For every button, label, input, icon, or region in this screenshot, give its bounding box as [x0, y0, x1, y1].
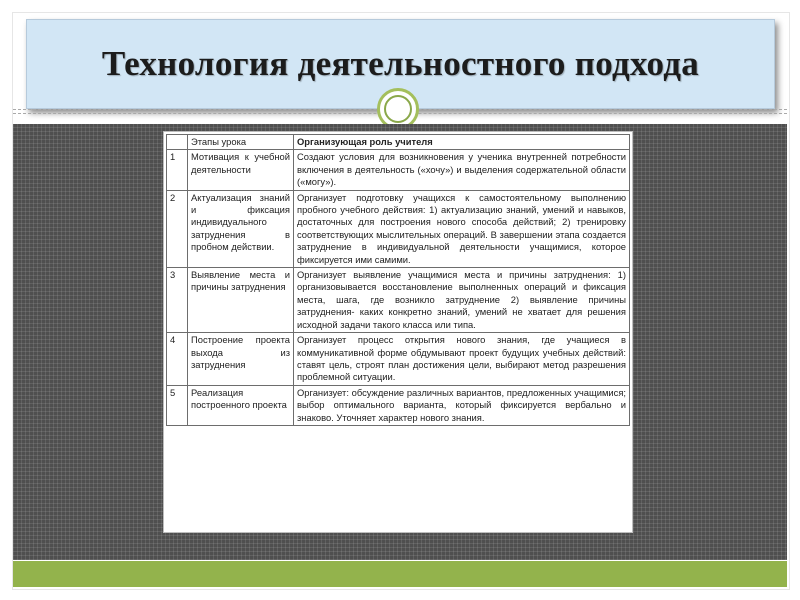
bottom-accent-bar [13, 561, 787, 587]
row-stage: Мотивация к учебной деятельности [188, 150, 294, 190]
table-row [167, 333, 630, 386]
row-number: 5 [167, 385, 188, 425]
lesson-stages-table-container [163, 131, 633, 533]
row-stage: Выявление места и причины затруднения [188, 268, 294, 333]
header-teacher-role: Организующая роль учителя [294, 135, 630, 150]
table-row [167, 268, 630, 333]
row-number: 3 [167, 268, 188, 333]
row-stage: Построение проекта выхода из затруднения [188, 333, 294, 386]
slide-title: Технология деятельностного подхода [101, 44, 700, 83]
row-teacher-role: Организует процесс открытия нового знания, где учащиеся в коммуникативной форме обдумывают проект будущих учебных действий: ставят цель, строят план достижения цели, выбирают метод разрешения проблемной ситуации. [294, 333, 630, 386]
row-number: 1 [167, 150, 188, 190]
row-teacher-role: Организует: обсуждение различных вариантов, предложенных учащимися; выбор оптимального варианта, который фиксируется вербально и знаково. Уточняет характер нового знания. [294, 385, 630, 425]
row-teacher-role: Организует выявление учащимися места и причины затруднения: 1) организовывается восстановление выполненных операций и фиксация места, шага, где возникло затруднение 2) выявление причины затруднения- каких конкретно знаний, умений не хватает для решения исходной задачи такого класса или типа. [294, 268, 630, 333]
row-number: 2 [167, 190, 188, 267]
circle-ornament-inner [384, 95, 412, 123]
row-teacher-role: Создают условия для возникновения у ученика внутренней потребности включения в деятельность («хочу») и выделения содержательной области («могу»). [294, 150, 630, 190]
table-row [167, 190, 630, 267]
header-stage: Этапы урока [188, 135, 294, 150]
table-row [167, 385, 630, 425]
table-header-row [167, 135, 630, 150]
row-teacher-role: Организует подготовку учащихся к самостоятельному выполнению пробного учебного действия: 1) актуализацию знаний, умений и навыков, достаточных для построения нового способа действий; 2) тренировку соответствующих мыслительных операций. В завершении этапа создается затруднение в индивидуальной деятельности учащимися, которое фиксируется ими самими. [294, 190, 630, 267]
table-row [167, 150, 630, 190]
header-number [167, 135, 188, 150]
row-stage: Актуализация знаний и фиксация индивидуального затруднения в пробном действии. [188, 190, 294, 267]
lesson-stages-table [166, 134, 630, 426]
row-number: 4 [167, 333, 188, 386]
row-stage: Реализация построенного проекта [188, 385, 294, 425]
